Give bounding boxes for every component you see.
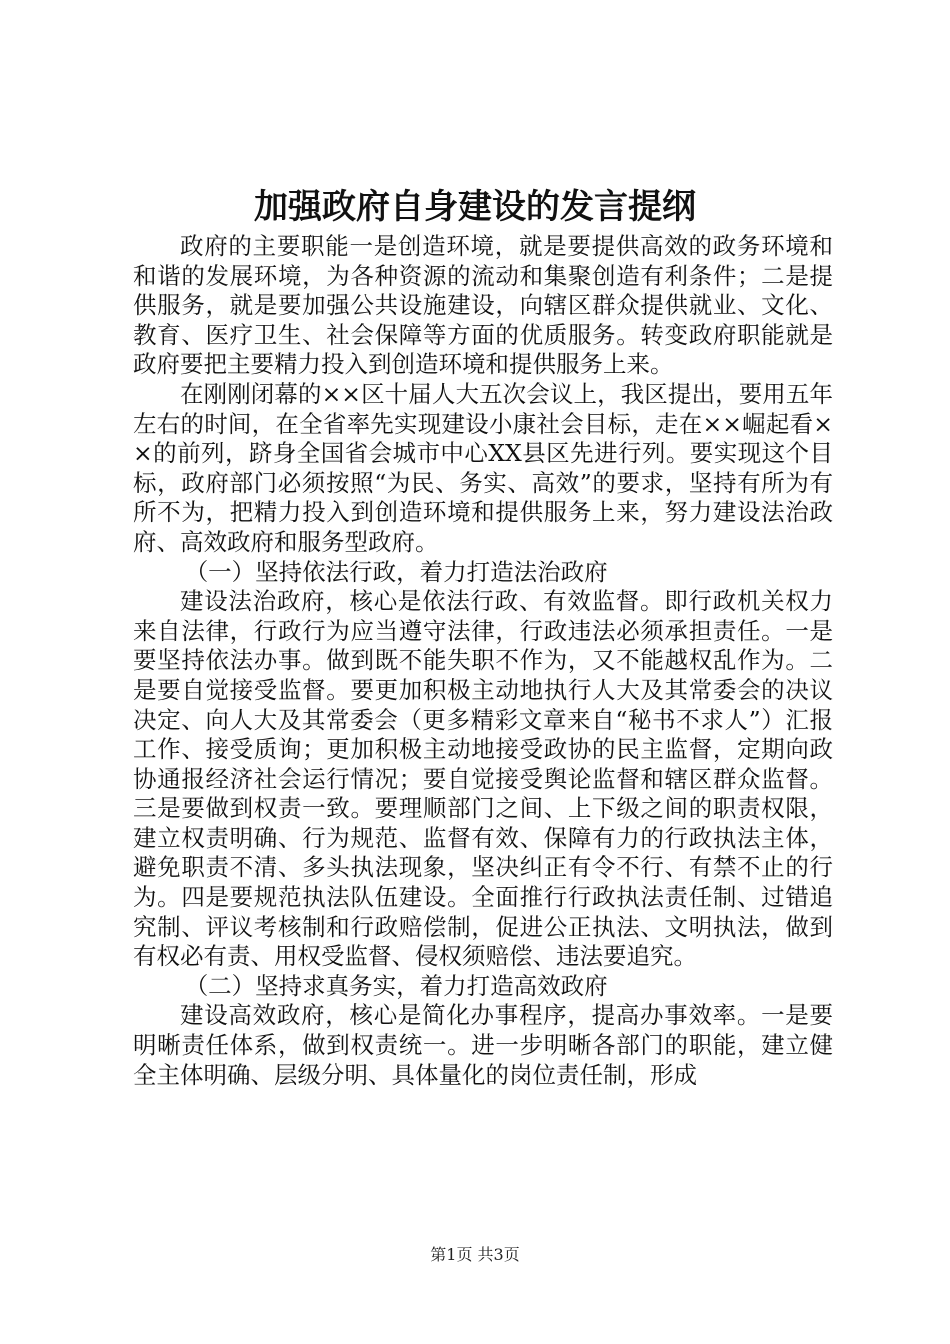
section-heading-2: （二）坚持求真务实，着力打造高效政府 [184, 971, 608, 1000]
page-number-footer: 第1页 共3页 [430, 1245, 520, 1264]
document-title: 加强政府自身建设的发言提纲 [254, 187, 696, 227]
section-heading-1: （一）坚持依法行政，着力打造法治政府 [184, 557, 608, 586]
paragraph-1: 政府的主要职能一是创造环境，就是要提供高效的政务环境和和谐的发展环境，为各种资源的流动和集聚创造有利条件；二是提供服务，就是要加强公共设施建设，向辖区群众提供就业、文化、教育、医疗卫生、社会保障等方面的优质服务。转变政府职能就是政府要把主要精力投入到创造环境和提供服务上来。 [133, 232, 833, 379]
paragraph-2: 在刚刚闭幕的××区十届人大五次会议上，我区提出，要用五年左右的时间，在全省率先实现建设小康社会目标，走在××崛起看××的前列，跻身全国省会城市中心XX县区先进行列。要实现这个目标，政府部门必须按照“为民、务实、高效”的要求，坚持有所为有所不为，把精力投入到创造环境和提供服务上来，努力建设法治政府、高效政府和服务型政府。 [133, 379, 833, 556]
document-body [133, 232, 833, 1090]
paragraph-3: 建设法治政府，核心是依法行政、有效监督。即行政机关权力来自法律，行政行为应当遵守法律，行政违法必须承担责任。一是要坚持依法办事。做到既不能失职不作为，又不能越权乱作为。二是要自觉接受监督。要更加积极主动地执行人大及其常委会的决议决定、向人大及其常委会（更多精彩文章来自“秘书不求人”）汇报工作、接受质询；更加积极主动地接受政协的民主监督，定期向政协通报经济社会运行情况；要自觉接受舆论监督和辖区群众监督。三是要做到权责一致。要理顺部门之间、上下级之间的职责权限，建立权责明确、行为规范、监督有效、保障有力的行政执法主体，避免职责不清、多头执法现象，坚决纠正有令不行、有禁不止的行为。四是要规范执法队伍建设。全面推行行政执法责任制、过错追究制、评议考核制和行政赔偿制，促进公正执法、文明执法，做到有权必有责、用权受监督、侵权须赔偿、违法要追究。 [133, 587, 833, 971]
paragraph-4: 建设高效政府，核心是简化办事程序，提高办事效率。一是要明晰责任体系，做到权责统一。进一步明晰各部门的职能，建立健全主体明确、层级分明、具体量化的岗位责任制，形成 [133, 1001, 833, 1089]
